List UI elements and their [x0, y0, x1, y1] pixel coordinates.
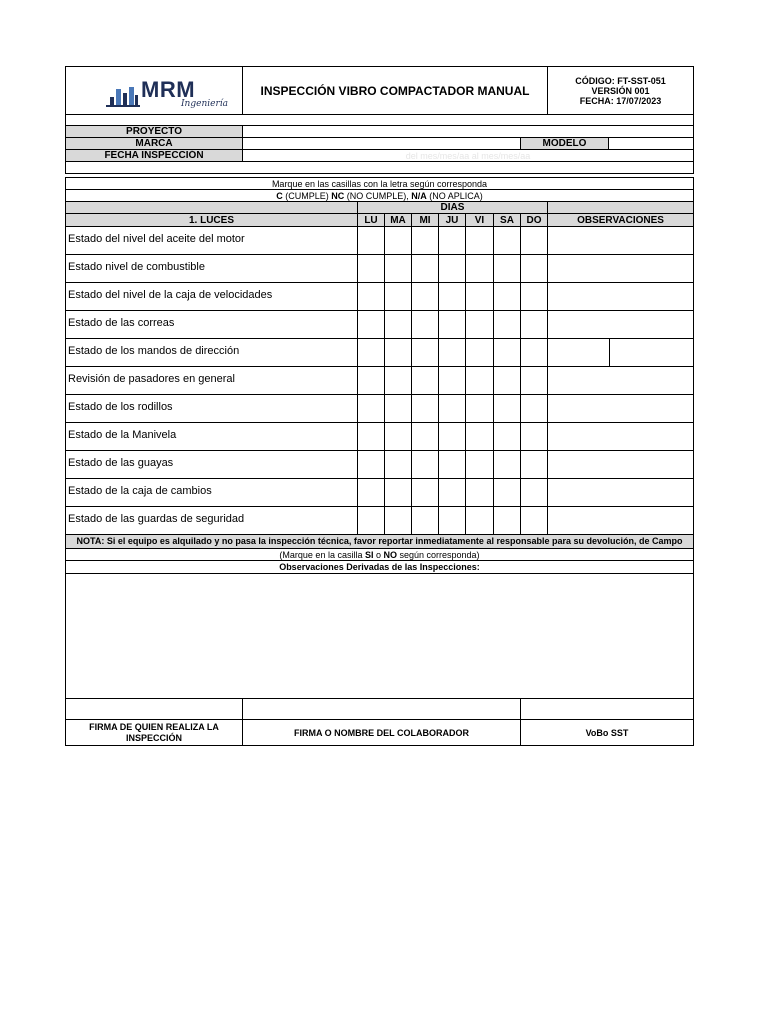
item-label: Estado de las correas — [68, 317, 175, 329]
check-cell[interactable] — [493, 310, 521, 339]
day-header: JU — [438, 213, 466, 227]
check-cell[interactable] — [520, 422, 548, 451]
check-cell[interactable] — [438, 282, 466, 311]
check-cell[interactable] — [465, 394, 494, 423]
day-header: SA — [493, 213, 521, 227]
check-cell[interactable] — [438, 450, 466, 479]
check-cell[interactable] — [465, 282, 494, 311]
check-cell[interactable] — [438, 394, 466, 423]
legend-na-text: (NO APLICA) — [426, 190, 483, 201]
signature-space-row — [65, 698, 694, 720]
legend-nc: NC — [331, 190, 345, 201]
item-label: Estado nivel de combustible — [68, 261, 205, 273]
logo-subtitle: Ingeniería — [181, 99, 228, 109]
nota-row — [65, 534, 694, 549]
observation-cell[interactable] — [547, 254, 694, 283]
legend-na: N/A — [411, 190, 427, 201]
check-cell[interactable] — [493, 506, 521, 535]
table-row — [65, 506, 694, 535]
check-cell[interactable] — [384, 394, 412, 423]
day-header: DO — [520, 213, 548, 227]
legend-c-text: (CUMPLE) — [282, 190, 332, 201]
check-cell[interactable] — [438, 422, 466, 451]
document-date: FECHA: 17/07/2023 — [579, 95, 662, 106]
item-label: Estado de las guardas de seguridad — [68, 513, 245, 525]
fecha-field[interactable]: del mes/mes/aa al mes/mes/aa — [242, 149, 694, 162]
check-cell[interactable] — [465, 254, 494, 283]
observation-cell[interactable] — [547, 226, 694, 255]
check-cell[interactable] — [465, 338, 494, 367]
table-row — [65, 394, 694, 423]
table-row — [65, 254, 694, 283]
document-version: VERSIÓN 001 — [591, 85, 650, 96]
check-cell[interactable] — [520, 338, 548, 367]
check-cell[interactable] — [384, 338, 412, 367]
observation-cell[interactable] — [609, 338, 694, 367]
observation-cell[interactable] — [547, 282, 694, 311]
legend-nc-text: (NO CUMPLE), — [344, 190, 412, 201]
observation-cell[interactable] — [547, 366, 694, 395]
observation-cell[interactable] — [547, 450, 694, 479]
table-row — [65, 422, 694, 451]
table-row — [65, 226, 694, 255]
day-header: MI — [411, 213, 439, 227]
observaciones-derivadas-label: Observaciones Derivadas de las Inspecciones: — [65, 560, 694, 574]
check-cell[interactable] — [493, 282, 521, 311]
check-cell[interactable] — [384, 366, 412, 395]
check-cell[interactable] — [357, 506, 385, 535]
marca-label: MARCA — [65, 137, 243, 150]
section-label: 1. LUCES — [65, 213, 358, 227]
check-cell[interactable] — [357, 310, 385, 339]
check-cell[interactable] — [465, 310, 494, 339]
marque-o: o — [373, 549, 384, 560]
check-cell[interactable] — [493, 422, 521, 451]
check-cell[interactable] — [520, 310, 548, 339]
check-cell[interactable] — [411, 282, 439, 311]
observaciones-textarea[interactable] — [65, 573, 694, 699]
check-cell[interactable] — [384, 478, 412, 507]
table-header-row — [65, 213, 694, 227]
observaciones-derivadas-area — [65, 573, 694, 699]
nota-text: NOTA: Si el equipo es alquilado y no pasa la inspección técnica, favor reportar inmediatamente al responsable para su devolución, de Campo — [65, 534, 694, 549]
marque-si: SI — [364, 549, 374, 560]
check-cell[interactable] — [438, 478, 466, 507]
marque-no: NO — [383, 549, 397, 560]
check-cell[interactable] — [357, 282, 385, 311]
observation-cell[interactable] — [547, 478, 694, 507]
buildings-icon — [106, 85, 140, 109]
check-cell[interactable] — [493, 394, 521, 423]
signature-box-vobo[interactable] — [520, 698, 694, 720]
check-cell[interactable] — [438, 366, 466, 395]
check-cell[interactable] — [411, 338, 439, 367]
check-cell[interactable] — [357, 366, 385, 395]
spacer-row-2 — [65, 161, 694, 174]
observation-cell[interactable] — [547, 394, 694, 423]
check-cell[interactable] — [357, 254, 385, 283]
observation-cell[interactable] — [547, 506, 694, 535]
check-cell[interactable] — [384, 226, 412, 255]
check-cell[interactable] — [493, 226, 521, 255]
table-row — [65, 478, 694, 507]
check-cell[interactable] — [411, 394, 439, 423]
check-cell[interactable] — [520, 366, 548, 395]
observaciones-header: OBSERVACIONES — [547, 213, 694, 227]
check-cell[interactable] — [357, 226, 385, 255]
marque-pre: (Marque en la casilla — [279, 549, 365, 560]
legend-c: C — [276, 190, 283, 201]
header-row — [65, 66, 694, 115]
check-cell[interactable] — [384, 310, 412, 339]
item-label: Estado del nivel de la caja de velocidades — [68, 289, 273, 301]
check-cell[interactable] — [438, 226, 466, 255]
item-label: Estado de la caja de cambios — [68, 485, 212, 497]
day-header: LU — [357, 213, 385, 227]
check-cell[interactable] — [411, 422, 439, 451]
check-cell[interactable] — [357, 478, 385, 507]
firma-colaborador-label: FIRMA O NOMBRE DEL COLABORADOR — [242, 719, 521, 746]
item-label: Estado de las guayas — [68, 457, 174, 469]
marque-post: según corresponda) — [397, 549, 480, 560]
check-cell[interactable] — [493, 254, 521, 283]
signature-box-inspector[interactable] — [65, 698, 243, 720]
check-cell[interactable] — [465, 450, 494, 479]
logo — [106, 77, 228, 109]
check-cell[interactable] — [520, 254, 548, 283]
check-cell[interactable] — [493, 366, 521, 395]
check-cell[interactable] — [520, 282, 548, 311]
observation-cell[interactable] — [547, 422, 694, 451]
check-cell[interactable] — [493, 338, 521, 367]
check-cell[interactable] — [357, 338, 385, 367]
check-cell[interactable] — [384, 506, 412, 535]
table-row — [65, 366, 694, 395]
item-label: Estado de la Manivela — [68, 429, 177, 441]
check-cell[interactable] — [465, 478, 494, 507]
check-cell[interactable] — [384, 282, 412, 311]
check-cell[interactable] — [465, 366, 494, 395]
check-cell[interactable] — [520, 506, 548, 535]
check-cell[interactable] — [411, 366, 439, 395]
check-cell[interactable] — [411, 450, 439, 479]
check-cell[interactable] — [357, 422, 385, 451]
item-label: Revisión de pasadores en general — [68, 373, 235, 385]
signature-label-row — [65, 719, 694, 746]
instruction-text: Marque en las casillas con la letra según corresponda — [65, 177, 694, 190]
check-cell[interactable] — [411, 506, 439, 535]
firma-quien-realiza-label: FIRMA DE QUIEN REALIZA LA INSPECCIÓN — [65, 719, 243, 746]
check-cell[interactable] — [493, 450, 521, 479]
check-cell[interactable] — [411, 226, 439, 255]
check-cell[interactable] — [411, 254, 439, 283]
check-cell[interactable] — [520, 450, 548, 479]
check-cell[interactable] — [357, 394, 385, 423]
fecha-label: FECHA INSPECCIÓN — [65, 149, 243, 162]
observaciones-derivadas-header-row — [65, 560, 694, 574]
table-row — [65, 450, 694, 479]
table-row — [65, 282, 694, 311]
check-cell[interactable] — [520, 394, 548, 423]
check-cell[interactable] — [465, 506, 494, 535]
table-row — [65, 310, 694, 339]
check-cell[interactable] — [384, 450, 412, 479]
item-label: Estado de los rodillos — [68, 401, 173, 413]
observation-cell[interactable] — [547, 338, 610, 367]
check-cell[interactable] — [411, 310, 439, 339]
check-cell[interactable] — [520, 478, 548, 507]
check-cell[interactable] — [438, 506, 466, 535]
signature-box-colaborador[interactable] — [242, 698, 521, 720]
check-cell[interactable] — [411, 478, 439, 507]
check-cell[interactable] — [384, 422, 412, 451]
check-cell[interactable] — [520, 226, 548, 255]
form-title: INSPECCIÓN VIBRO COMPACTADOR MANUAL — [242, 66, 548, 115]
check-cell[interactable] — [438, 254, 466, 283]
logo-text: MRM — [141, 77, 196, 102]
check-cell[interactable] — [357, 450, 385, 479]
check-cell[interactable] — [465, 226, 494, 255]
vobo-label: VoBo SST — [520, 719, 694, 746]
check-cell[interactable] — [438, 310, 466, 339]
check-cell[interactable] — [384, 254, 412, 283]
modelo-label: MODELO — [520, 137, 609, 150]
document-code-block — [547, 66, 694, 115]
check-cell[interactable] — [465, 422, 494, 451]
document-code: CÓDIGO: FT-SST-051 — [575, 75, 666, 86]
item-label: Estado de los mandos de dirección — [68, 345, 240, 357]
observation-cell[interactable] — [547, 310, 694, 339]
dias-label: DIAS — [357, 201, 548, 214]
item-label: Estado del nivel del aceite del motor — [68, 233, 245, 245]
proyecto-label: PROYECTO — [65, 125, 243, 138]
day-header: MA — [384, 213, 412, 227]
day-header: VI — [465, 213, 494, 227]
check-cell[interactable] — [493, 478, 521, 507]
table-row — [65, 338, 694, 367]
logo-cell — [65, 66, 243, 115]
check-cell[interactable] — [438, 338, 466, 367]
